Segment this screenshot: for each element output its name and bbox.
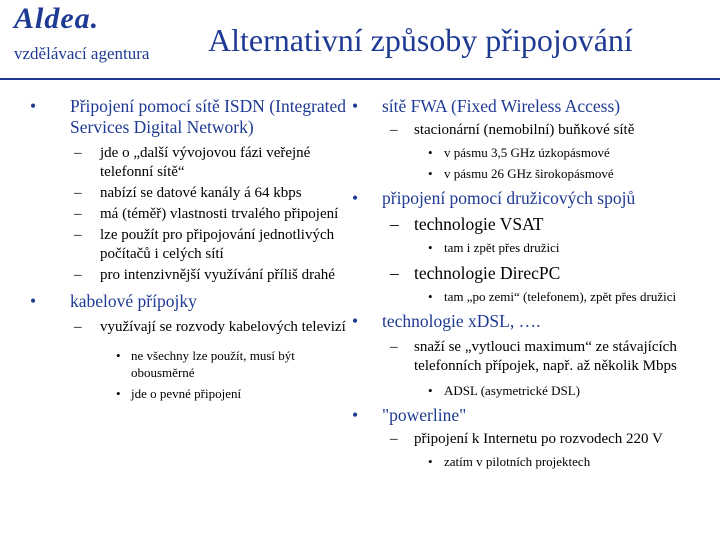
list-item-cable <box>30 291 348 312</box>
item-text: tam i zpět přes družici <box>444 240 560 255</box>
bullet: • <box>428 166 433 181</box>
list-item <box>30 347 348 381</box>
list-item <box>352 453 718 470</box>
item-text: technologie DirecPC <box>414 263 561 283</box>
left-column <box>30 96 348 402</box>
list-item-satellite <box>352 188 718 209</box>
slide-title: Alternativní způsoby připojování <box>208 22 633 58</box>
dash: – <box>390 122 398 138</box>
list-item-isdn <box>30 96 348 138</box>
bullet: • <box>352 188 359 208</box>
dash: – <box>390 431 398 447</box>
item-text: ADSL (asymetrické DSL) <box>444 383 580 398</box>
list-item <box>30 318 348 337</box>
title-divider <box>0 78 720 80</box>
item-text: zatím v pilotních projektech <box>444 454 591 469</box>
list-item <box>30 205 348 224</box>
list-item <box>30 266 348 285</box>
list-item <box>352 213 718 235</box>
item-text: stacionární (nemobilní) buňkové sítě <box>414 122 635 138</box>
item-text: jde o „další vývojovou fázi veřejné telefonní sítě“ <box>100 145 311 180</box>
list-item <box>30 144 348 182</box>
item-text: sítě FWA (Fixed Wireless Access) <box>382 96 621 116</box>
logo: Aldea. <box>14 2 100 35</box>
list-item <box>352 338 718 376</box>
list-item-powerline <box>352 405 718 426</box>
item-text: využívají se rozvody kabelových televizí <box>100 319 346 335</box>
bullet: • <box>116 386 121 401</box>
item-text: tam „po zemi“ (telefonem), zpět přes družici <box>444 289 677 304</box>
item-text: Připojení pomocí sítě ISDN (Integrated Services Digital Network) <box>70 96 347 137</box>
list-item <box>352 288 718 305</box>
item-text: technologie VSAT <box>414 214 544 234</box>
item-text: jde o pevné připojení <box>131 386 242 401</box>
list-item <box>30 385 348 402</box>
item-text: kabelové přípojky <box>70 291 197 311</box>
bullet: • <box>352 405 359 425</box>
item-text: pro intenzivnější využívání příliš drahé <box>100 267 335 283</box>
list-item <box>352 262 718 284</box>
bullet: • <box>428 454 433 469</box>
agency-name: vzdělávací agentura <box>14 44 150 63</box>
list-item <box>352 430 718 449</box>
item-text: snaží se „vytlouci maximum“ ze stávajících telefonních přípojek, např. až několik Mbps <box>414 339 677 374</box>
dash: – <box>74 206 82 222</box>
dash: – <box>390 214 399 234</box>
item-text: technologie xDSL, …. <box>382 311 541 331</box>
list-item-xdsl <box>352 311 718 332</box>
dash: – <box>390 339 398 355</box>
bullet: • <box>428 240 433 255</box>
item-text: nabízí se datové kanály á 64 kbps <box>100 185 302 201</box>
list-item <box>352 165 718 182</box>
list-item <box>352 382 718 399</box>
bullet: • <box>116 348 121 363</box>
list-item <box>352 144 718 161</box>
item-text: připojení k Internetu po rozvodech 220 V <box>414 431 663 447</box>
bullet: • <box>428 383 433 398</box>
bullet: • <box>428 145 433 160</box>
item-text: v pásmu 3,5 GHz úzkopásmové <box>444 145 610 160</box>
item-text: v pásmu 26 GHz širokopásmové <box>444 166 614 181</box>
list-item <box>352 239 718 256</box>
dash: – <box>74 145 82 161</box>
dash: – <box>74 267 82 283</box>
right-column <box>352 96 718 470</box>
item-text: "powerline" <box>382 405 467 425</box>
bullet: • <box>428 289 433 304</box>
item-text: připojení pomocí družicových spojů <box>382 188 636 208</box>
list-item <box>30 226 348 264</box>
item-text: má (téměř) vlastnosti trvalého připojení <box>100 206 339 222</box>
item-text: lze použít pro připojování jednotlivých počítačů i celých sítí <box>100 227 335 262</box>
dash: – <box>74 227 82 243</box>
dash: – <box>390 263 399 283</box>
bullet: • <box>352 96 359 116</box>
dash: – <box>74 319 82 335</box>
dash: – <box>74 185 82 201</box>
item-text: ne všechny lze použít, musí být obousměrné <box>131 348 295 380</box>
list-item <box>352 121 718 140</box>
bullet: • <box>30 291 37 311</box>
list-item <box>30 184 348 203</box>
bullet: • <box>352 311 359 331</box>
bullet: • <box>30 96 37 116</box>
list-item-fwa <box>352 96 718 117</box>
